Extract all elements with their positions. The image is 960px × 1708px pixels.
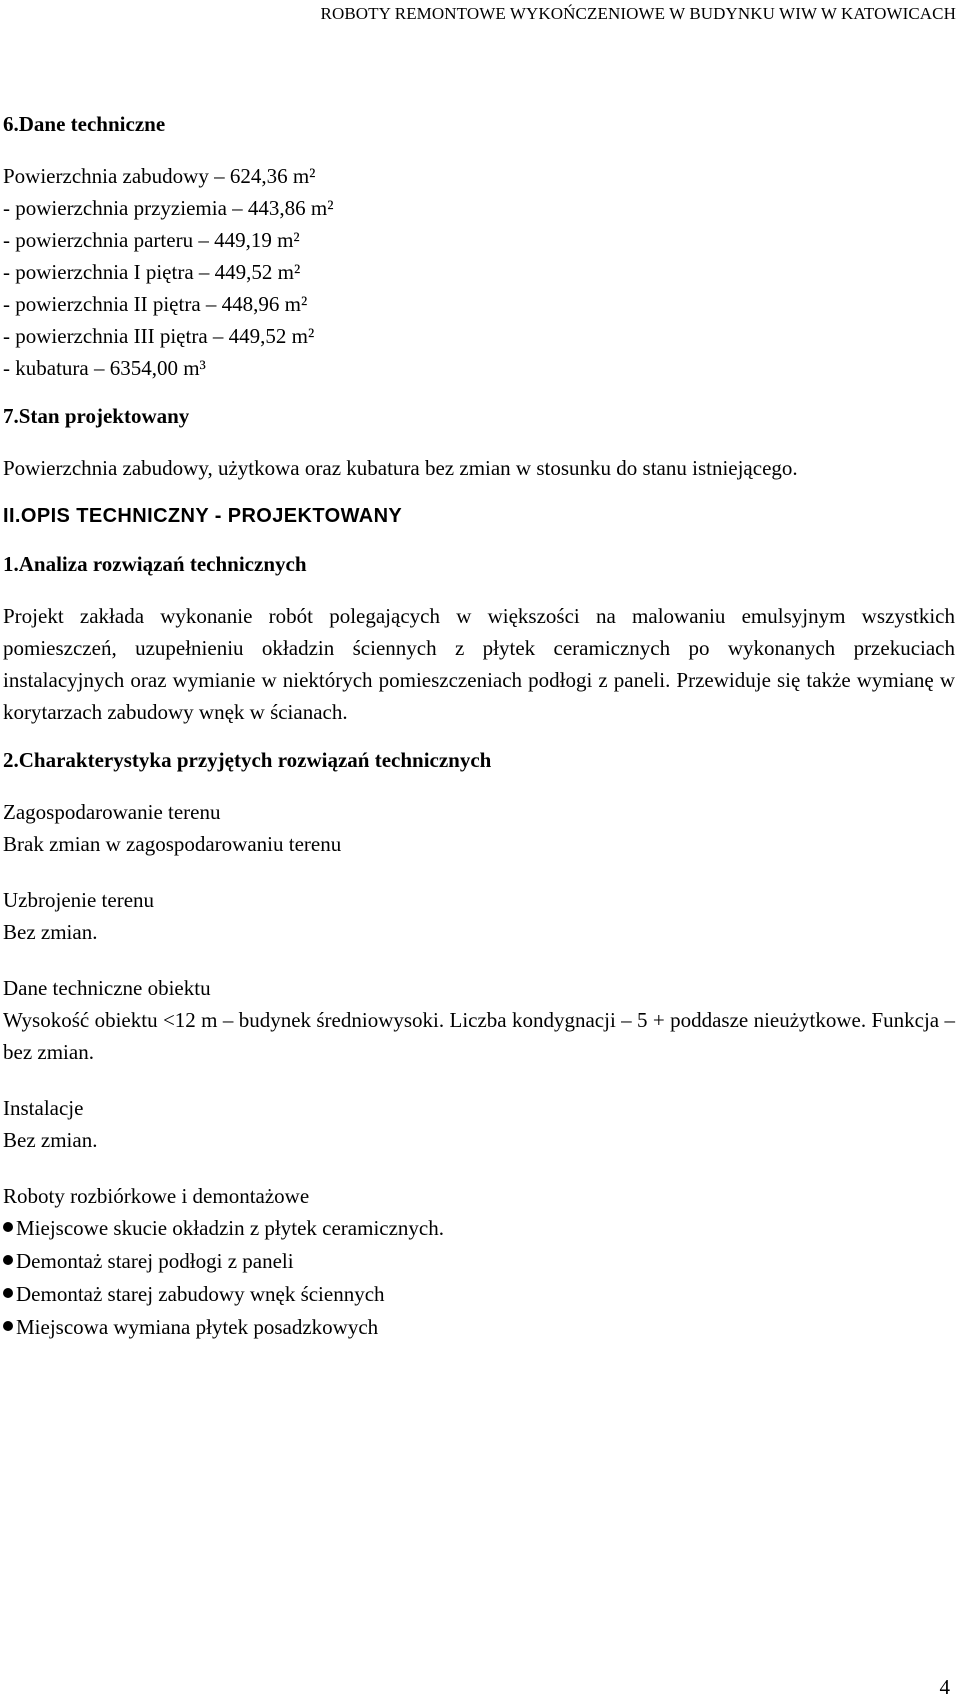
installations-title: Instalacje: [3, 1096, 84, 1120]
list-item-text: Demontaż starej podłogi z paneli: [16, 1249, 294, 1273]
bullet-icon: [3, 1321, 13, 1331]
site-title: Zagospodarowanie terenu: [3, 800, 221, 824]
part-ii-heading: II.OPIS TECHNICZNY - PROJEKTOWANY: [3, 505, 403, 527]
technical-data-line: - powierzchnia przyziemia – 443,86 m²: [3, 196, 334, 220]
section-6-heading: 6.Dane techniczne: [3, 112, 166, 136]
technical-data-line: - powierzchnia parteru – 449,19 m²: [3, 228, 300, 252]
list-item: [3, 1311, 955, 1344]
technical-data-list: [3, 160, 955, 384]
running-header: ROBOTY REMONTOWE WYKOŃCZENIOWE W BUDYNKU WIW W KATOWICACH: [320, 4, 956, 23]
page-content: [3, 108, 955, 1344]
bullet-icon: [3, 1255, 13, 1265]
object-text: Wysokość obiektu <12 m – budynek średniowysoki. Liczba kondygnacji – 5 + poddasze nieużytkowe. Funkcja – bez zmian.: [3, 1008, 955, 1064]
utilities-text: Bez zmian.: [3, 920, 98, 944]
installations-text: Bez zmian.: [3, 1128, 98, 1152]
bullet-icon: [3, 1288, 13, 1298]
list-item: [3, 1212, 955, 1245]
characteristics-heading: 2.Charakterystyka przyjętych rozwiązań technicznych: [3, 748, 492, 772]
utilities-title: Uzbrojenie terenu: [3, 888, 155, 912]
section-7-text: Powierzchnia zabudowy, użytkowa oraz kubatura bez zmian w stosunku do stanu istniejącego.: [3, 456, 798, 480]
technical-data-line: Powierzchnia zabudowy – 624,36 m²: [3, 164, 316, 188]
list-item-text: Miejscowa wymiana płytek posadzkowych: [16, 1315, 379, 1339]
site-text: Brak zmian w zagospodarowaniu terenu: [3, 832, 342, 856]
list-item-text: Demontaż starej zabudowy wnęk ściennych: [16, 1282, 385, 1306]
demolition-title: Roboty rozbiórkowe i demontażowe: [3, 1184, 310, 1208]
list-item: [3, 1245, 955, 1278]
demolition-list: [3, 1212, 955, 1344]
section-7-heading: 7.Stan projektowany: [3, 404, 190, 428]
technical-data-line: - powierzchnia I piętra – 449,52 m²: [3, 260, 301, 284]
analysis-text: Projekt zakłada wykonanie robót polegających w większości na malowaniu emulsyjnym wszystkich pomieszczeń, uzupełnieniu okładzin ściennych z płytek ceramicznych po wykonanych przekuciach instalacyjnych oraz wymianie w niektórych pomieszczeniach podłogi z paneli. Przewiduje się także wymianę w korytarzach zabudowy wnęk w ścianach.: [3, 604, 955, 724]
technical-data-line: - powierzchnia II piętra – 448,96 m²: [3, 292, 308, 316]
page-number: 4: [939, 1675, 950, 1699]
analysis-heading: 1.Analiza rozwiązań technicznych: [3, 552, 307, 576]
technical-data-line: - powierzchnia III piętra – 449,52 m²: [3, 324, 315, 348]
object-title: Dane techniczne obiektu: [3, 976, 211, 1000]
list-item: [3, 1278, 955, 1311]
list-item-text: Miejscowe skucie okładzin z płytek ceramicznych.: [16, 1216, 444, 1240]
technical-data-line: - kubatura – 6354,00 m³: [3, 356, 206, 380]
bullet-icon: [3, 1222, 13, 1232]
